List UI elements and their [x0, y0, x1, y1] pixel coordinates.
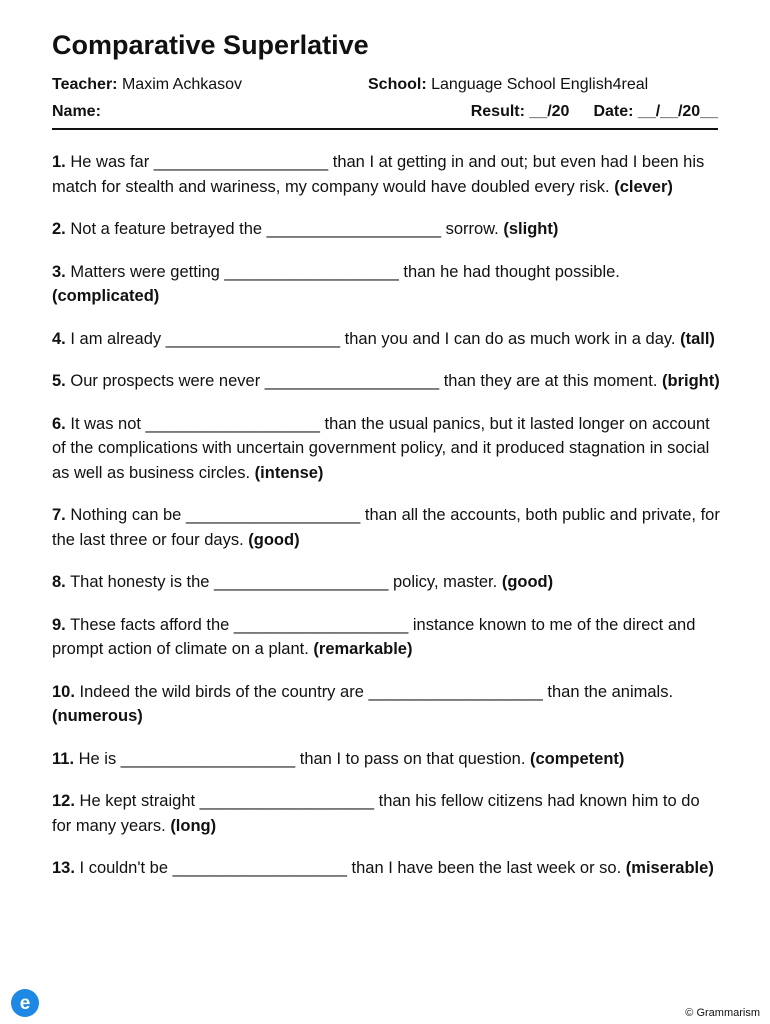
question-text: Indeed the wild birds of the country are ___________________ than the animals.	[79, 682, 674, 701]
teacher-label: Teacher:	[52, 76, 118, 93]
header-row-teacher-school	[52, 76, 718, 94]
question-item	[52, 680, 720, 729]
question-hint: (intense)	[254, 463, 324, 482]
teacher-name: Maxim Achkasov	[121, 76, 243, 93]
question-hint: (slight)	[503, 220, 559, 238]
header-divider	[52, 128, 718, 130]
question-item	[52, 260, 720, 309]
question-number: 4.	[52, 329, 66, 348]
question-item	[52, 570, 720, 595]
question-number: 12.	[52, 792, 75, 810]
question-item	[52, 217, 720, 242]
school-name: Language School English4real	[431, 76, 649, 93]
result-value: __/20	[529, 103, 570, 120]
question-text: I couldn't be ___________________ than I have been the last week or so.	[79, 859, 622, 877]
question-hint: (miserable)	[625, 859, 714, 877]
question-number: 8.	[52, 573, 66, 591]
question-item	[52, 369, 720, 394]
question-text: Not a feature betrayed the ___________________ sorrow.	[70, 220, 499, 238]
result-label: Result:	[470, 103, 525, 120]
question-hint: (bright)	[662, 372, 720, 390]
grammarism-logo-icon	[10, 988, 40, 1018]
question-hint: (good)	[248, 530, 300, 549]
question-number: 6.	[52, 414, 66, 433]
question-hint: (clever)	[614, 177, 673, 196]
question-hint: (long)	[170, 816, 217, 835]
header-row-name-result-date	[52, 103, 718, 121]
question-number: 1.	[52, 153, 66, 171]
question-item	[52, 747, 720, 772]
question-text: I am already ___________________ than you and I can do as much work in a day.	[70, 329, 676, 348]
question-item	[52, 327, 720, 352]
teacher-info	[52, 76, 242, 93]
question-item	[52, 789, 720, 838]
question-number: 10.	[52, 682, 75, 701]
question-number: 7.	[52, 506, 66, 524]
question-hint: (good)	[501, 573, 554, 591]
question-item	[52, 503, 720, 552]
question-number: 9.	[52, 615, 66, 634]
question-number: 2.	[52, 220, 66, 238]
question-item	[52, 150, 720, 199]
copyright-notice: © Grammarism	[685, 1007, 760, 1019]
school-label: School:	[368, 76, 427, 93]
question-item	[52, 412, 720, 486]
question-item	[52, 613, 720, 662]
question-hint: (competent)	[530, 749, 625, 768]
question-hint: (tall)	[680, 329, 715, 348]
question-text: He is ___________________ than I to pass on that question.	[78, 749, 526, 768]
question-hint: (numerous)	[52, 707, 143, 725]
question-item	[52, 856, 720, 881]
question-text: That honesty is the ___________________ policy, master.	[70, 573, 498, 591]
page-title: Comparative Superlative	[52, 30, 369, 60]
question-hint: (remarkable)	[313, 640, 413, 658]
question-number: 3.	[52, 262, 66, 281]
question-text: Nothing can be ___________________ than all the accounts, both public and private, for the last three or four days.	[52, 506, 720, 549]
question-text: These facts afford the ___________________ instance known to me of the direct and prompt action of climate on a plant.	[52, 615, 696, 658]
name-label: Name:	[52, 103, 101, 120]
result-date-block	[471, 103, 718, 121]
question-text: He was far ___________________ than I at getting in and out; but even had I been his match for stealth and wariness, my company would have doubled every risk.	[52, 153, 705, 196]
question-number: 11.	[52, 749, 75, 768]
question-number: 5.	[52, 372, 66, 390]
question-hint: (complicated)	[52, 287, 160, 305]
question-list	[52, 150, 720, 899]
question-text: Matters were getting ___________________ than he had thought possible.	[70, 262, 620, 281]
logo-letter: e	[19, 993, 31, 1014]
question-text: It was not ___________________ than the usual panics, but it lasted longer on account of the complications with uncertain government policy, and it produced stagnation in social as well as business circles.	[52, 414, 710, 482]
date-label: Date:	[593, 103, 634, 120]
question-number: 13.	[52, 859, 75, 877]
school-info	[368, 76, 648, 94]
date-value: __/__/20__	[637, 103, 718, 120]
question-text: He kept straight ___________________ than his fellow citizens had known him to do for many years.	[52, 792, 700, 835]
question-text: Our prospects were never ___________________ than they are at this moment.	[70, 372, 658, 390]
